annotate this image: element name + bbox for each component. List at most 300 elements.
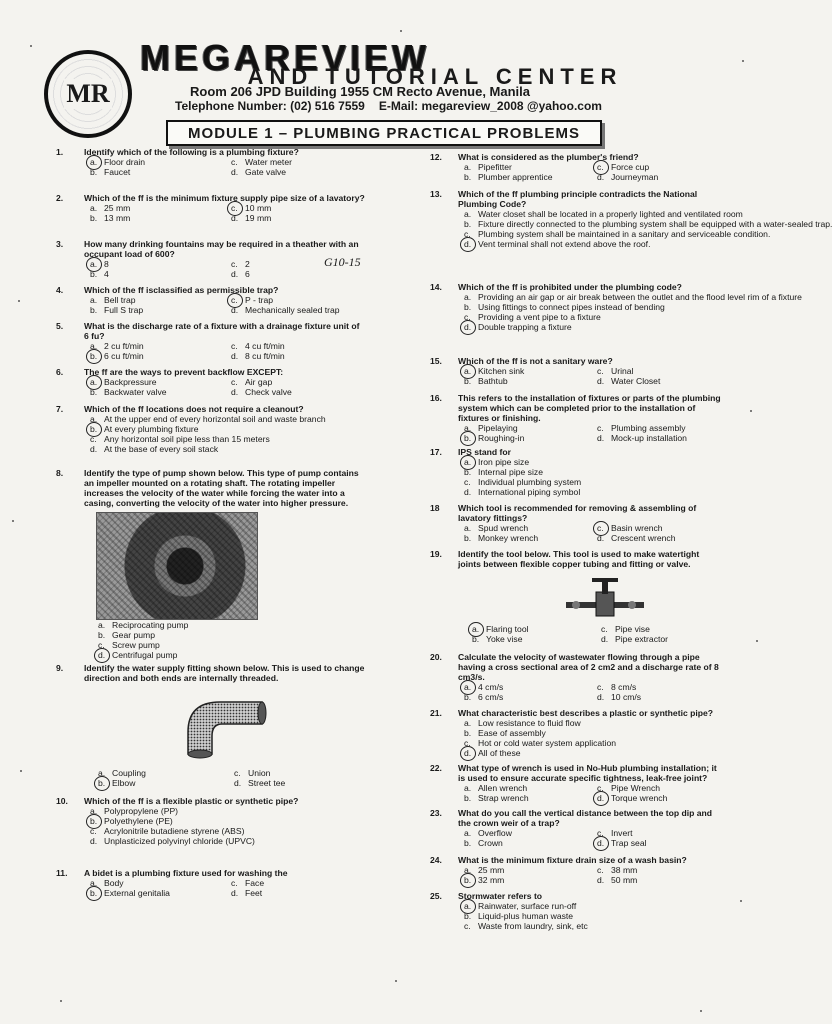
option-letter: a. (464, 901, 478, 911)
question-stem: Which tool is recommended for removing & assembling of lavatory fittings? (458, 503, 697, 523)
option-letter: c. (597, 783, 604, 793)
question-number: 16. (430, 393, 442, 403)
scan-speck (742, 60, 744, 62)
option-text: 8 cu ft/min (245, 351, 285, 361)
option-letter: a. (90, 806, 98, 816)
question-11 (64, 768, 364, 788)
answer-option (231, 213, 366, 223)
option-letter: d. (234, 778, 242, 788)
question-9 (64, 620, 364, 660)
question-stem: Which of the ff is the minimum fixture supply pipe size of a lavatory? (84, 193, 365, 203)
answer-option-circled (90, 157, 225, 167)
scan-speck (756, 640, 758, 642)
option-letter: c. (231, 341, 238, 351)
option-text: Rainwater, surface run-off (478, 901, 577, 911)
option-text: Waste from laundry, sink, etc (478, 921, 588, 931)
option-text: At the base of every soil stack (104, 444, 219, 454)
option-letter: b. (464, 467, 472, 477)
option-text: External genitalia (104, 888, 170, 898)
question-stem: Which of the ff isclassified as permissible trap? (84, 285, 279, 295)
option-letter: d. (231, 167, 239, 177)
scan-speck (12, 520, 14, 522)
question-number: 25. (430, 891, 442, 901)
option-text: Roughing-in (478, 433, 525, 443)
option-text: Ease of assembly (478, 728, 546, 738)
option-text: Plumbing assembly (611, 423, 686, 433)
question-stem: What type of wrench is used in No-Hub plumbing installation; it is used to ensure accurate specific tightness, leak-free joint? (458, 763, 717, 783)
answer-options (90, 806, 366, 846)
option-text: Trap seal (611, 838, 647, 848)
answer-option-circled (597, 793, 724, 803)
answer-option (464, 312, 802, 322)
answer-option (464, 292, 802, 302)
answer-options (464, 682, 724, 702)
question-4 (56, 285, 366, 315)
option-letter: b. (90, 269, 98, 279)
question-number: 23. (430, 808, 442, 818)
option-letter: d. (597, 692, 605, 702)
answer-option (472, 634, 595, 644)
option-text: Providing a vent pipe to a fixture (478, 312, 601, 322)
answer-option (464, 533, 591, 543)
answer-options (464, 209, 832, 249)
question-5 (56, 321, 366, 361)
question-2 (56, 193, 366, 223)
answer-option-circled (90, 259, 225, 269)
answer-options (90, 878, 366, 898)
option-text: Feet (245, 888, 263, 898)
answer-option (464, 865, 591, 875)
option-text: Crescent wrench (611, 533, 676, 543)
option-letter: a. (98, 620, 106, 630)
option-letter: d. (231, 213, 239, 223)
scan-speck (700, 1010, 702, 1012)
answer-option (464, 828, 591, 838)
option-letter: a. (464, 209, 472, 219)
option-letter: a. (464, 523, 472, 533)
option-letter: a. (90, 157, 104, 167)
option-text: Floor drain (104, 157, 146, 167)
option-letter: d. (231, 351, 239, 361)
question-stem: Which of the ff is prohibited under the plumbing code? (458, 282, 682, 292)
answer-option (234, 768, 364, 778)
option-letter: b. (90, 387, 98, 397)
question-17 (430, 356, 724, 386)
option-text: 13 mm (104, 213, 131, 223)
answer-options (464, 523, 724, 543)
brand-banner: MEGAREVIEW (140, 37, 431, 78)
answer-option (90, 414, 366, 424)
answer-options (90, 414, 366, 454)
option-letter: c. (464, 312, 471, 322)
answer-option-circled (231, 295, 366, 305)
option-letter: b. (464, 433, 478, 443)
option-text: Reciprocating pump (112, 620, 189, 630)
option-letter: a. (90, 414, 98, 424)
option-text: 2 (245, 259, 250, 269)
option-letter: b. (98, 778, 112, 788)
question-number: 14. (430, 282, 442, 292)
option-text: Mock-up installation (611, 433, 687, 443)
option-text: Face (245, 878, 265, 888)
question-number: 13. (430, 189, 442, 199)
answer-option (464, 423, 591, 433)
option-text: Allen wrench (478, 783, 528, 793)
option-letter: a. (90, 341, 98, 351)
question-stem: The ff are the ways to prevent backflow EXCEPT: (84, 367, 284, 377)
answer-option (597, 828, 724, 838)
answer-option (234, 778, 364, 788)
answer-option (231, 878, 366, 888)
answer-option (464, 477, 724, 487)
question-number: 5. (56, 321, 64, 331)
option-text: Full S trap (104, 305, 144, 315)
question-stem: Which of the ff is a flexible plastic or synthetic pipe? (84, 796, 299, 806)
question-stem: Calculate the velocity of wastewater flowing through a pipe having a cross sectional area of 2 cm2 and a discharge rate of 8 cm3/s. (458, 652, 719, 682)
answer-option (231, 157, 366, 167)
option-letter: b. (90, 351, 104, 361)
answer-option-circled (231, 203, 366, 213)
option-text: Centrifugal pump (112, 650, 178, 660)
question-number: 17. (430, 447, 442, 457)
answer-option (231, 167, 366, 177)
address-line: Room 206 JPD Building 1955 CM Recto Avenue, Manila (190, 84, 531, 99)
option-text: 10 mm (245, 203, 272, 213)
question-number: 15. (430, 356, 442, 366)
option-text: 25 mm (478, 865, 505, 875)
option-letter: c. (90, 826, 97, 836)
option-letter: b. (464, 838, 472, 848)
option-text: 6 cm/s (478, 692, 504, 702)
option-text: Overflow (478, 828, 512, 838)
answer-options (98, 620, 364, 660)
option-text: 25 mm (104, 203, 131, 213)
answer-option (464, 172, 591, 182)
answer-option (464, 302, 802, 312)
option-letter: a. (464, 828, 472, 838)
option-letter: c. (231, 377, 238, 387)
option-text: Air gap (245, 377, 273, 387)
answer-options (464, 162, 724, 182)
answer-option (231, 305, 366, 315)
option-text: Bell trap (104, 295, 136, 305)
option-letter: c. (597, 828, 604, 838)
contact-line (175, 99, 602, 113)
answer-options (464, 457, 724, 497)
option-text: All of these (478, 748, 521, 758)
answer-option (90, 203, 225, 213)
option-text: Invert (611, 828, 633, 838)
question-27 (430, 855, 724, 885)
answer-option-circled (464, 433, 591, 443)
answer-option (90, 167, 225, 177)
answer-option (231, 377, 366, 387)
option-letter: b. (90, 888, 104, 898)
option-text: 4 (104, 269, 109, 279)
option-text: Pipefitter (478, 162, 512, 172)
option-letter: c. (231, 259, 238, 269)
option-text: Crown (478, 838, 503, 848)
option-letter: a. (464, 865, 472, 875)
option-letter: c. (601, 624, 608, 634)
option-letter: a. (464, 292, 472, 302)
center-logo (44, 50, 132, 138)
option-letter: c. (231, 878, 238, 888)
question-6 (56, 367, 366, 397)
question-number: 10. (56, 796, 68, 806)
option-letter: b. (90, 213, 98, 223)
answer-option (231, 259, 366, 269)
option-letter: c. (234, 768, 241, 778)
answer-option (464, 793, 591, 803)
option-text: Internal pipe size (478, 467, 543, 477)
question-stem: Identify the type of pump shown below. This type of pump contains an impeller mounted on a rotating shaft. The rotating impeller increases the velocity of the water while forcing the water into a casing, converting the velocity of the water into higher pressure. (84, 468, 359, 508)
option-text: International piping symbol (478, 487, 581, 497)
option-letter: b. (464, 911, 472, 921)
answer-option (597, 875, 724, 885)
option-letter: a. (90, 203, 98, 213)
option-letter: d. (90, 444, 98, 454)
option-letter: a. (472, 624, 486, 634)
option-letter: c. (464, 738, 471, 748)
option-text: Acrylonitrile butadiene styrene (ABS) (104, 826, 245, 836)
answer-option (464, 921, 724, 931)
scan-speck (750, 410, 752, 412)
option-letter: c. (597, 162, 611, 172)
option-text: 8 cm/s (611, 682, 637, 692)
answer-option (597, 172, 724, 182)
answer-option (597, 682, 724, 692)
answer-option (464, 467, 724, 477)
option-letter: a. (464, 423, 472, 433)
option-text: P - trap (245, 295, 274, 305)
answer-options (472, 624, 724, 644)
question-stem: What is the minimum fixture drain size of a wash basin? (458, 855, 687, 865)
option-text: 6 cu ft/min (104, 351, 144, 361)
option-letter: a. (90, 259, 104, 269)
option-text: Yoke vise (486, 634, 523, 644)
option-letter: d. (90, 836, 98, 846)
question-stem: This refers to the installation of fixtures or parts of the plumbing system which can be completed prior to the installation of fixtures or finishing. (458, 393, 721, 423)
option-text: Kitchen sink (478, 366, 525, 376)
option-text: Urinal (611, 366, 634, 376)
question-number: 4. (56, 285, 64, 295)
scan-speck (60, 1000, 62, 1002)
option-letter: d. (231, 305, 239, 315)
question-26 (430, 808, 724, 848)
question-22 (438, 624, 724, 644)
answer-option (90, 434, 366, 444)
answer-options (98, 768, 364, 788)
handwritten-note: G10-15 (324, 255, 361, 269)
question-21 (430, 549, 724, 569)
question-13 (56, 868, 366, 898)
option-letter: d. (597, 793, 611, 803)
option-text: Pipe extractor (615, 634, 669, 644)
centrifugal-pump-image (96, 512, 258, 620)
answer-option-circled (597, 838, 724, 848)
option-letter: b. (464, 172, 472, 182)
option-letter: d. (601, 634, 609, 644)
option-text: 6 (245, 269, 250, 279)
answer-option-circled (464, 901, 724, 911)
option-letter: b. (90, 424, 104, 434)
option-text: Screw pump (112, 640, 160, 650)
option-text: Plumbing system shall be maintained in a sanitary and serviceable condition. (478, 229, 771, 239)
answer-option (231, 888, 366, 898)
question-number: 21. (430, 708, 442, 718)
option-text: Polypropylene (PP) (104, 806, 179, 816)
option-text: Elbow (112, 778, 136, 788)
answer-option (464, 487, 724, 497)
answer-option-circled (472, 624, 595, 634)
answer-option-circled (98, 778, 228, 788)
question-stem: A bidet is a plumbing fixture used for washing the (84, 868, 288, 878)
option-text: Monkey wrench (478, 533, 539, 543)
option-text: 19 mm (245, 213, 272, 223)
answer-option (597, 783, 724, 793)
option-text: Low resistance to fluid flow (478, 718, 581, 728)
question-19 (430, 447, 724, 497)
option-letter: a. (464, 682, 478, 692)
answer-option (98, 620, 364, 630)
answer-option (90, 836, 366, 846)
question-number: 11. (56, 868, 68, 878)
option-text: Providing an air gap or air break between the outlet and the flood level rim of a fixture (478, 292, 802, 302)
question-3 (56, 239, 366, 279)
option-text: Body (104, 878, 124, 888)
answer-option (90, 213, 225, 223)
elbow-fitting-image (178, 694, 268, 764)
question-stem: Which of the ff locations does not require a cleanout? (84, 404, 304, 414)
option-letter: d. (464, 487, 472, 497)
question-stem: What is considered as the plumber's friend? (458, 152, 639, 162)
question-number: 2. (56, 193, 64, 203)
scan-speck (30, 45, 32, 47)
option-letter: b. (464, 219, 472, 229)
question-number: 18 (430, 503, 440, 513)
answer-option-circled (90, 424, 366, 434)
option-text: 4 cu ft/min (245, 341, 285, 351)
option-letter: a. (90, 878, 98, 888)
answer-option-circled (464, 748, 724, 758)
question-number: 12. (430, 152, 442, 162)
answer-options (90, 157, 366, 177)
option-letter: c. (597, 523, 611, 533)
option-text: Coupling (112, 768, 146, 778)
answer-option (464, 783, 591, 793)
option-text: Unplasticized polyvinyl chloride (UPVC) (104, 836, 255, 846)
question-8 (56, 468, 366, 508)
module-title: MODULE 1 – PLUMBING PRACTICAL PROBLEMS (166, 120, 602, 146)
question-stem: Stormwater refers to (458, 891, 543, 901)
option-letter: b. (464, 728, 472, 738)
answer-option-circled (597, 523, 724, 533)
scan-speck (400, 30, 402, 32)
answer-options (464, 423, 724, 443)
answer-option-circled (464, 239, 832, 249)
answer-option (464, 911, 724, 921)
question-number: 20. (430, 652, 442, 662)
question-number: 1. (56, 147, 64, 157)
question-14 (430, 152, 724, 182)
answer-option-circled (98, 650, 364, 660)
question-stem: Identify which of the following is a plumbing fixture? (84, 147, 299, 157)
option-text: Water closet shall be located in a properly lighted and ventilated room (478, 209, 743, 219)
option-letter: c. (464, 921, 471, 931)
answer-option (464, 219, 832, 229)
option-text: Street tee (248, 778, 286, 788)
option-letter: c. (90, 434, 97, 444)
option-text: Any horizontal soil pipe less than 15 meters (104, 434, 270, 444)
question-stem: Which of the ff plumbing principle contradicts the National Plumbing Code? (458, 189, 698, 209)
option-letter: b. (464, 875, 478, 885)
scan-speck (395, 980, 397, 982)
option-letter: b. (464, 302, 472, 312)
answer-option (601, 634, 724, 644)
telephone: Telephone Number: (02) 516 7559 (175, 99, 365, 113)
option-letter: d. (597, 533, 605, 543)
option-letter: b. (472, 634, 480, 644)
answer-option (464, 229, 832, 239)
option-text: Hot or cold water system application (478, 738, 617, 748)
question-number: 24. (430, 855, 442, 865)
option-text: At every plumbing fixture (104, 424, 199, 434)
question-20 (430, 503, 724, 543)
option-letter: d. (464, 322, 478, 332)
answer-option (90, 444, 366, 454)
option-text: Individual plumbing system (478, 477, 582, 487)
option-text: Water meter (245, 157, 292, 167)
question-number: 8. (56, 468, 64, 478)
question-number: 3. (56, 239, 64, 249)
option-text: Vent terminal shall not extend above the roof. (478, 239, 651, 249)
answer-option (464, 738, 724, 748)
answer-option (464, 162, 591, 172)
answer-option (231, 351, 366, 361)
option-letter: d. (597, 433, 605, 443)
option-letter: d. (464, 748, 478, 758)
option-text: Iron pipe size (478, 457, 530, 467)
scan-speck (18, 300, 20, 302)
answer-option (597, 423, 724, 433)
answer-option (231, 387, 366, 397)
answer-option (597, 692, 724, 702)
option-text: Check valve (245, 387, 292, 397)
question-number: 6. (56, 367, 64, 377)
option-letter: a. (464, 366, 478, 376)
option-text: 10 cm/s (611, 692, 642, 702)
answer-option (601, 624, 724, 634)
scan-speck (740, 900, 742, 902)
answer-option (464, 523, 591, 533)
option-text: Liquid-plus human waste (478, 911, 574, 921)
question-25 (430, 763, 724, 803)
option-letter: c. (597, 682, 604, 692)
option-letter: c. (597, 865, 604, 875)
answer-option (90, 269, 225, 279)
option-letter: a. (90, 295, 98, 305)
option-text: Pipe Wrench (611, 783, 661, 793)
option-letter: c. (597, 366, 604, 376)
option-letter: c. (597, 423, 604, 433)
answer-options (90, 259, 366, 279)
answer-options (90, 295, 366, 315)
option-letter: a. (464, 783, 472, 793)
answer-option-circled (597, 162, 724, 172)
option-letter: b. (464, 692, 472, 702)
option-text: Flaring tool (486, 624, 529, 634)
